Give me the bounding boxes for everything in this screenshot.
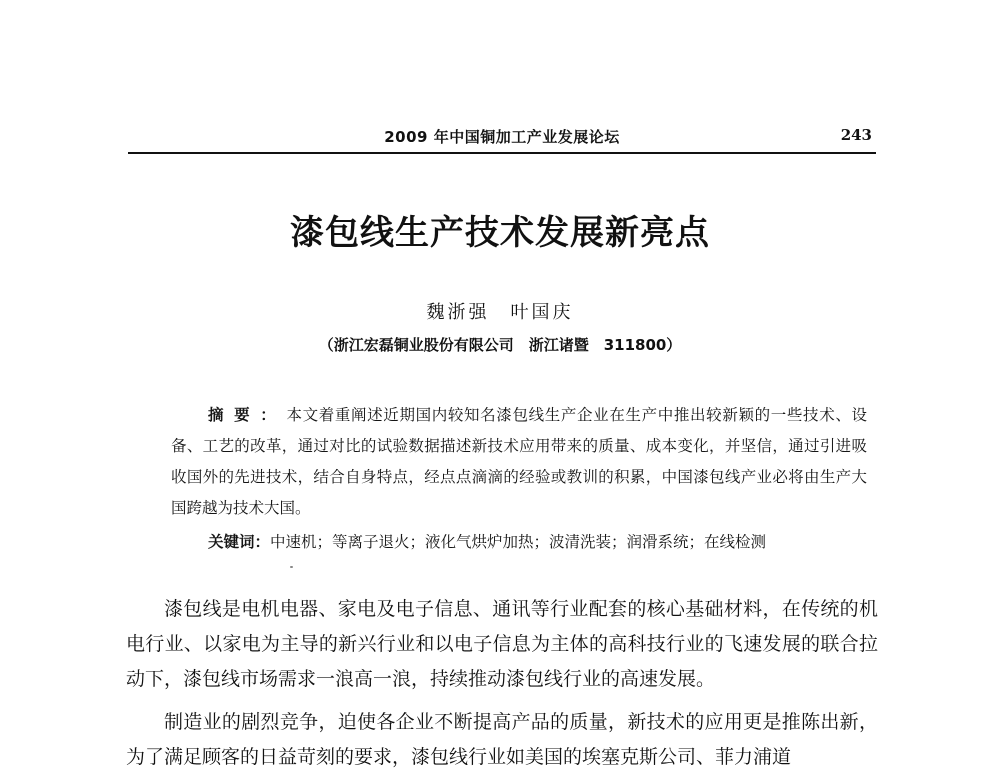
authors: 魏浙强 叶国庆 xyxy=(426,302,574,323)
affiliation: （浙江宏磊铜业股份有限公司 浙江诸暨 311800） xyxy=(318,336,682,354)
keywords-text: 中速机；等离子退火；液化气烘炉加热；波清洗装；润滑系统；在线检测 xyxy=(270,533,767,551)
running-title: 2009 年中国铜加工产业发展论坛 xyxy=(384,128,620,146)
keywords-label: 关键词： xyxy=(208,533,271,551)
page-number: 243 xyxy=(840,126,872,144)
body-paragraph-2: 制造业的剧烈竞争，迫使各企业不断提高产品的质量，新技术的应用更是推陈出新，为了满足顾客的日益苛刻的要求，漆包线行业如美国的埃塞克斯公司、菲力浦道 xyxy=(126,711,878,768)
keywords xyxy=(208,531,868,553)
running-header xyxy=(128,124,876,154)
abstract-label: 摘要： xyxy=(208,406,287,424)
body-paragraph-1: 漆包线是电机电器、家电及电子信息、通讯等行业配套的核心基础材料，在传统的机电行业、以家电为主导的新兴行业和以电子信息为主体的高科技行业的飞速发展的联合拉动下，漆包线市场需求一浪高一浪，持续推动漆包线行业的高速发展。 xyxy=(126,598,878,690)
abstract xyxy=(171,400,867,524)
article-title: 漆包线生产技术发展新亮点 xyxy=(290,213,710,253)
abstract-text: 本文着重阐述近期国内较知名漆包线生产企业在生产中推出较新颖的一些技术、设备、工艺的改革，通过对比的试验数据描述新技术应用带来的质量、成本变化，并坚信，通过引进吸收国外的先进技术，结合自身特点，经点点滴滴的经验或教训的积累，中国漆包线产业必将由生产大国跨越为技术大国。 xyxy=(171,406,867,517)
scan-speck xyxy=(290,566,293,568)
